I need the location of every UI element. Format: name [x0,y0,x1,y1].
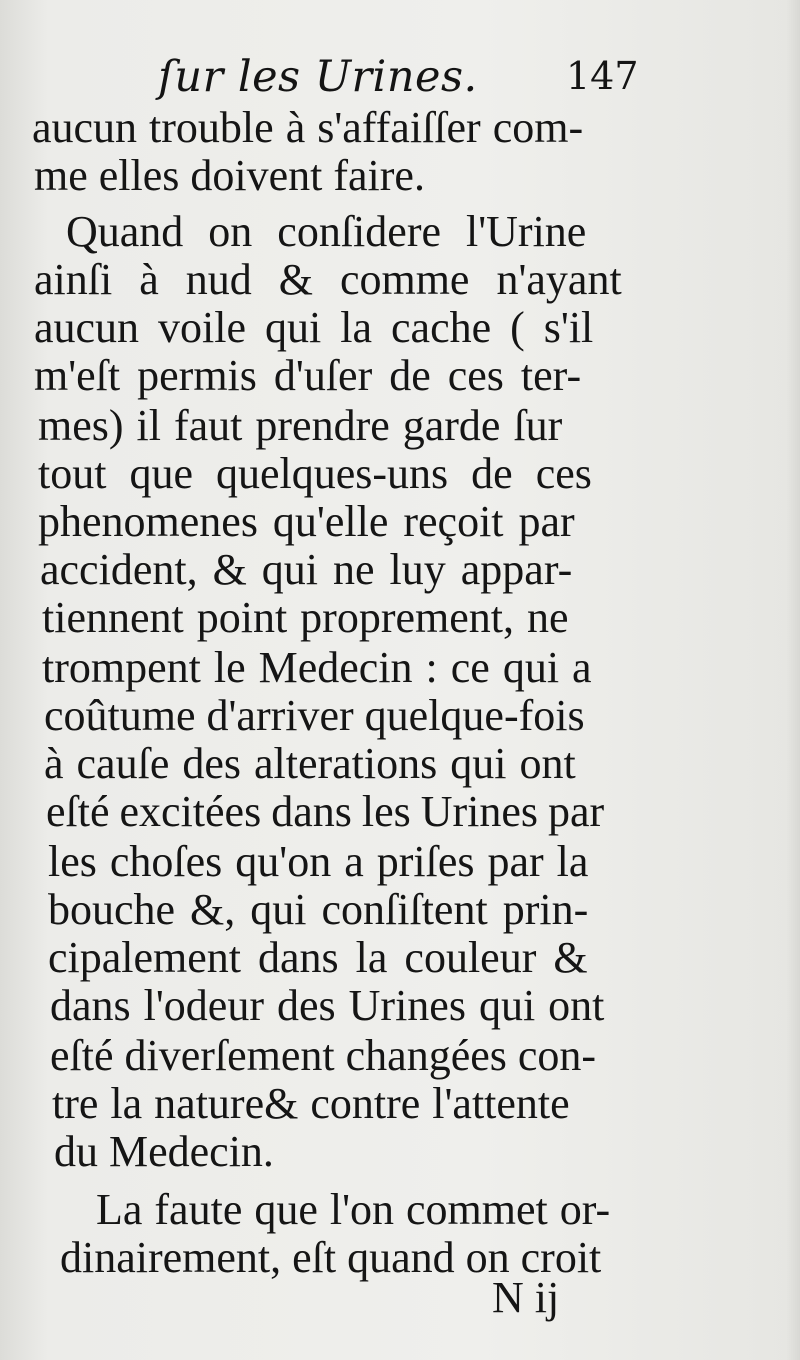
catchword-signature: N ij [492,1273,560,1322]
text-line: me elles doivent faire. [34,151,425,200]
text-line: eſté excitées dans les Urines par [46,787,605,836]
text-line: aucun voile qui la cache ( s'il [34,303,594,352]
text-line: tiennent point proprement, ne [42,593,569,642]
text-line: à cauſe des alterations qui ont [44,739,576,788]
text-line: La faute que l'on commet or- [96,1185,611,1234]
text-line: mes) il faut prendre garde ſur [38,401,563,450]
text-line: m'eſt permis d'uſer de ces ter- [34,351,582,400]
text-line: accident, & qui ne luy appar- [40,545,573,594]
text-line: coûtume d'arriver quelque-fois [44,691,585,740]
text-line: Quand on conſidere l'Urine [66,207,587,256]
text-line: tout que quelques-uns de ces [38,449,592,498]
text-line: les choſes qu'on a priſes par la [48,837,589,886]
running-head-title: ſur les Urines. [158,52,478,102]
text-line: dans l'odeur des Urines qui ont [50,981,605,1030]
text-line: trompent le Medecin : ce qui a [42,643,592,692]
text-line: bouche &, qui conſiſtent prin- [48,885,589,934]
text-line: dinairement, eſt quand on croit [60,1233,602,1282]
page-edge-shadow [786,0,800,1360]
text-line: eſté diverſement changées con- [50,1031,597,1080]
text-line: cipalement dans la couleur & [48,933,588,982]
text-line: tre la nature& contre l'attente [52,1079,570,1128]
text-line: ainſi à nud & comme n'ayant [34,255,622,304]
text-line: du Medecin. [54,1127,274,1176]
page-number: 147 [566,54,639,98]
text-line: aucun trouble à s'affaiſſer com- [32,103,584,152]
text-line: phenomenes qu'elle reçoit par [38,497,575,546]
